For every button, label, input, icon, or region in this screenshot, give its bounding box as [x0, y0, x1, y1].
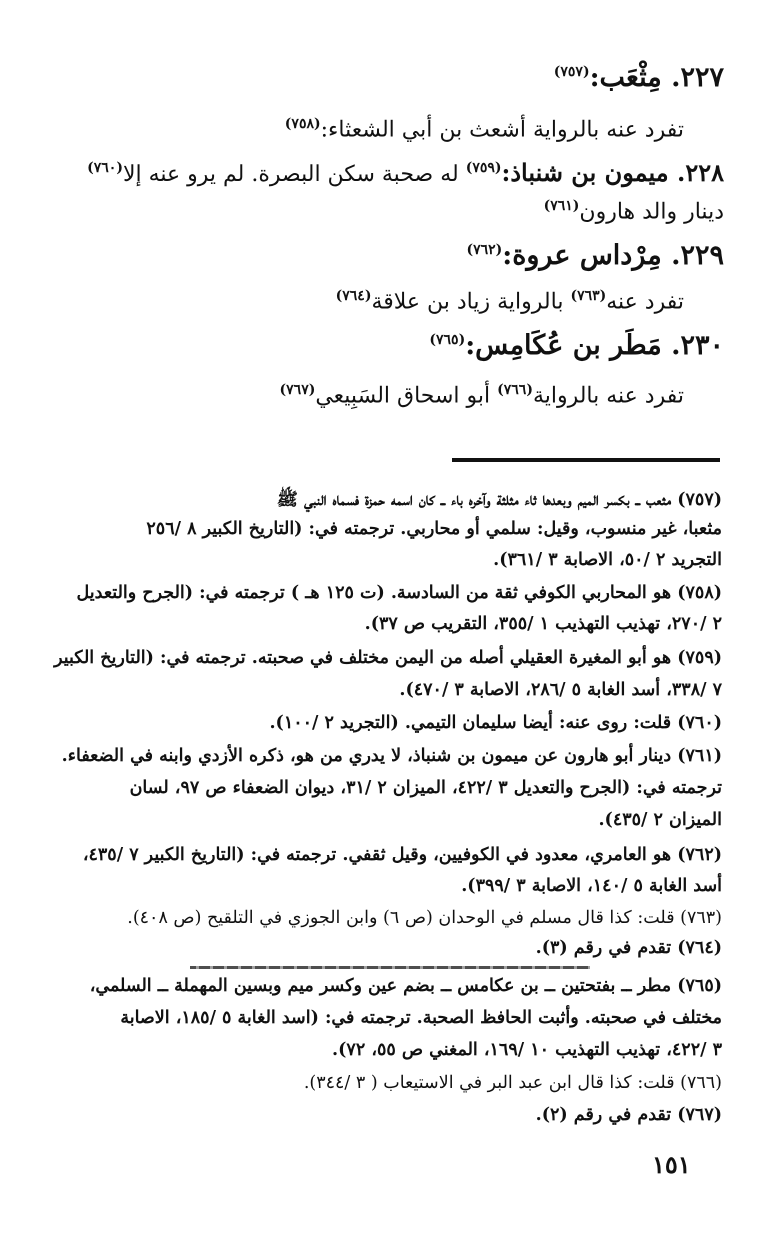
footnote-ref-767: (٧٦٧)	[279, 382, 316, 398]
entry-230-line-b: أبو اسحاق السَبِيعي	[315, 383, 498, 409]
entry-228-line2: دينار والد هارون	[579, 199, 724, 225]
footnote-759-line2: ٧ /٣٣٨، أسد الغابة ٥ /٢٨٦، الاصابة ٣ /٤٧٠).	[399, 680, 722, 700]
entry-230-text	[280, 382, 684, 408]
scan-artifact-line	[190, 966, 590, 969]
footnote-ref-761: (٧٦١)	[543, 198, 580, 214]
footnote-766: (٧٦٦) قلت: كذا قال ابن عبد البر في الاستيعاب ( ٣ /٣٤٤).	[303, 1073, 722, 1093]
entry-228-heading	[87, 158, 724, 187]
footnote-764: (٧٦٤) تقدم في رقم (٣).	[535, 938, 722, 958]
entry-229-text	[336, 288, 684, 314]
footnote-761-line2: ترجمته في: (الجرح والتعديل ٣ /٤٢٢، الميزان ٢ /٣١، ديوان الضعفاء ص ٩٧، لسان	[129, 778, 722, 798]
footnote-ref-759: (٧٥٩)	[465, 160, 502, 176]
footnote-ref-766: (٧٦٦)	[497, 382, 533, 398]
entry-229-line-b: بالرواية زياد بن علاقة	[371, 289, 571, 315]
footnote-757-line3: التجريد ٢ /٥٠، الاصابة ٣ /٣٦١).	[493, 550, 722, 570]
footnote-763: (٧٦٣) قلت: كذا قال مسلم في الوحدان (ص ٦) وابن الجوزي في التلقيح (ص ٤٠٨).	[127, 908, 722, 928]
footnote-758-line2: ٢ /٢٧٠، تهذيب التهذيب ١ /٣٥٥، التقريب ص ٣٧).	[364, 614, 722, 634]
footnote-767: (٧٦٧) تقدم في رقم (٢).	[535, 1105, 722, 1125]
footnote-765-line2: مختلف في صحبته. وأثبت الحافظ الصحبة. ترجمته في: (اسد الغابة ٥ /١٨٥، الاصابة	[120, 1008, 722, 1028]
entry-228-title: ٢٢٨. ميمون بن شنباذ:	[501, 158, 724, 187]
footnote-ref-760: (٧٦٠)	[87, 160, 123, 176]
entry-230-line-a: تفرد عنه بالرواية	[532, 383, 684, 409]
footnote-759-line1: (٧٥٩) هو أبو المغيرة العقيلي أصله من اليمن مختلف في صحبته. ترجمته في: (التاريخ الكبير	[54, 648, 722, 668]
footnote-separator	[452, 458, 720, 462]
entry-227-text	[285, 116, 684, 142]
footnote-765-line1: (٧٦٥) مطر ــ بفتحتين ــ بن عكامس ــ بضم عين وكسر ميم وبسين المهملة ــ السلمي،	[89, 976, 722, 996]
page-number: ١٥١	[652, 1150, 691, 1179]
footnote-757-line2: مثعبا، غير منسوب، وقيل: سلمي أو محاربي. ترجمته في: (التاريخ الكبير ٨ /٢٥٦	[146, 519, 722, 539]
footnote-757-line1: (٧٥٧) مثعب ــ بكسر الميم وبعدها ثاء مثلثة وآخره باء ــ كان اسمه حمزة فسماه النبي ﷺ	[276, 490, 722, 510]
footnote-765-line3: ٣ /٤٢٢، تهذيب التهذيب ١٠ /١٦٩، المغني ص ٥٥، ٧٢).	[332, 1040, 722, 1060]
entry-228-text-cont	[544, 198, 724, 224]
footnote-ref-757: (٧٥٧)	[553, 64, 590, 80]
footnote-762-line2: أسد الغابة ٥ /١٤٠، الاصابة ٣ /٣٩٩).	[461, 876, 722, 896]
entry-230-title: ٢٣٠. مَطَر بن عُكَامِس:	[465, 330, 724, 361]
entry-229-line-a: تفرد عنه	[606, 289, 684, 315]
entry-227-heading	[554, 62, 724, 93]
entry-227-title: ٢٢٧. مِثْعَب:	[589, 62, 724, 93]
entry-230-heading	[429, 330, 724, 361]
footnote-760: (٧٦٠) قلت: روى عنه: أيضا سليمان التيمي. (التجريد ٢ /١٠٠).	[269, 713, 722, 733]
entry-227-line: تفرد عنه بالرواية أشعث بن أبي الشعثاء:	[320, 117, 684, 143]
footnote-ref-762: (٧٦٢)	[466, 242, 503, 258]
footnote-ref-764: (٧٦٤)	[335, 288, 372, 304]
footnote-ref-765: (٧٦٥)	[429, 332, 466, 348]
entry-228-text: له صحبة سكن البصرة. لم يرو عنه إلا	[122, 162, 466, 187]
entry-229-heading	[466, 240, 724, 271]
entry-229-title: ٢٢٩. مِرْداس عروة:	[502, 240, 724, 271]
footnote-758-line1: (٧٥٨) هو المحاربي الكوفي ثقة من السادسة. (ت ١٢٥ هـ ) ترجمته في: (الجرح والتعديل	[76, 583, 722, 603]
footnote-762-line1: (٧٦٢) هو العامري، معدود في الكوفيين، وقيل ثقفي. ترجمته في: (التاريخ الكبير ٧ /٤٣٥،	[82, 845, 722, 865]
footnote-ref-763: (٧٦٣)	[570, 288, 607, 304]
footnote-ref-758: (٧٥٨)	[284, 116, 321, 132]
footnote-761-line1: (٧٦١) دينار أبو هارون عن ميمون بن شنباذ، لا يدري من هو، ذكره الأزدي وابنه في الضعفاء.	[61, 746, 722, 766]
footnote-761-line3: الميزان ٢ /٤٣٥).	[598, 810, 722, 830]
